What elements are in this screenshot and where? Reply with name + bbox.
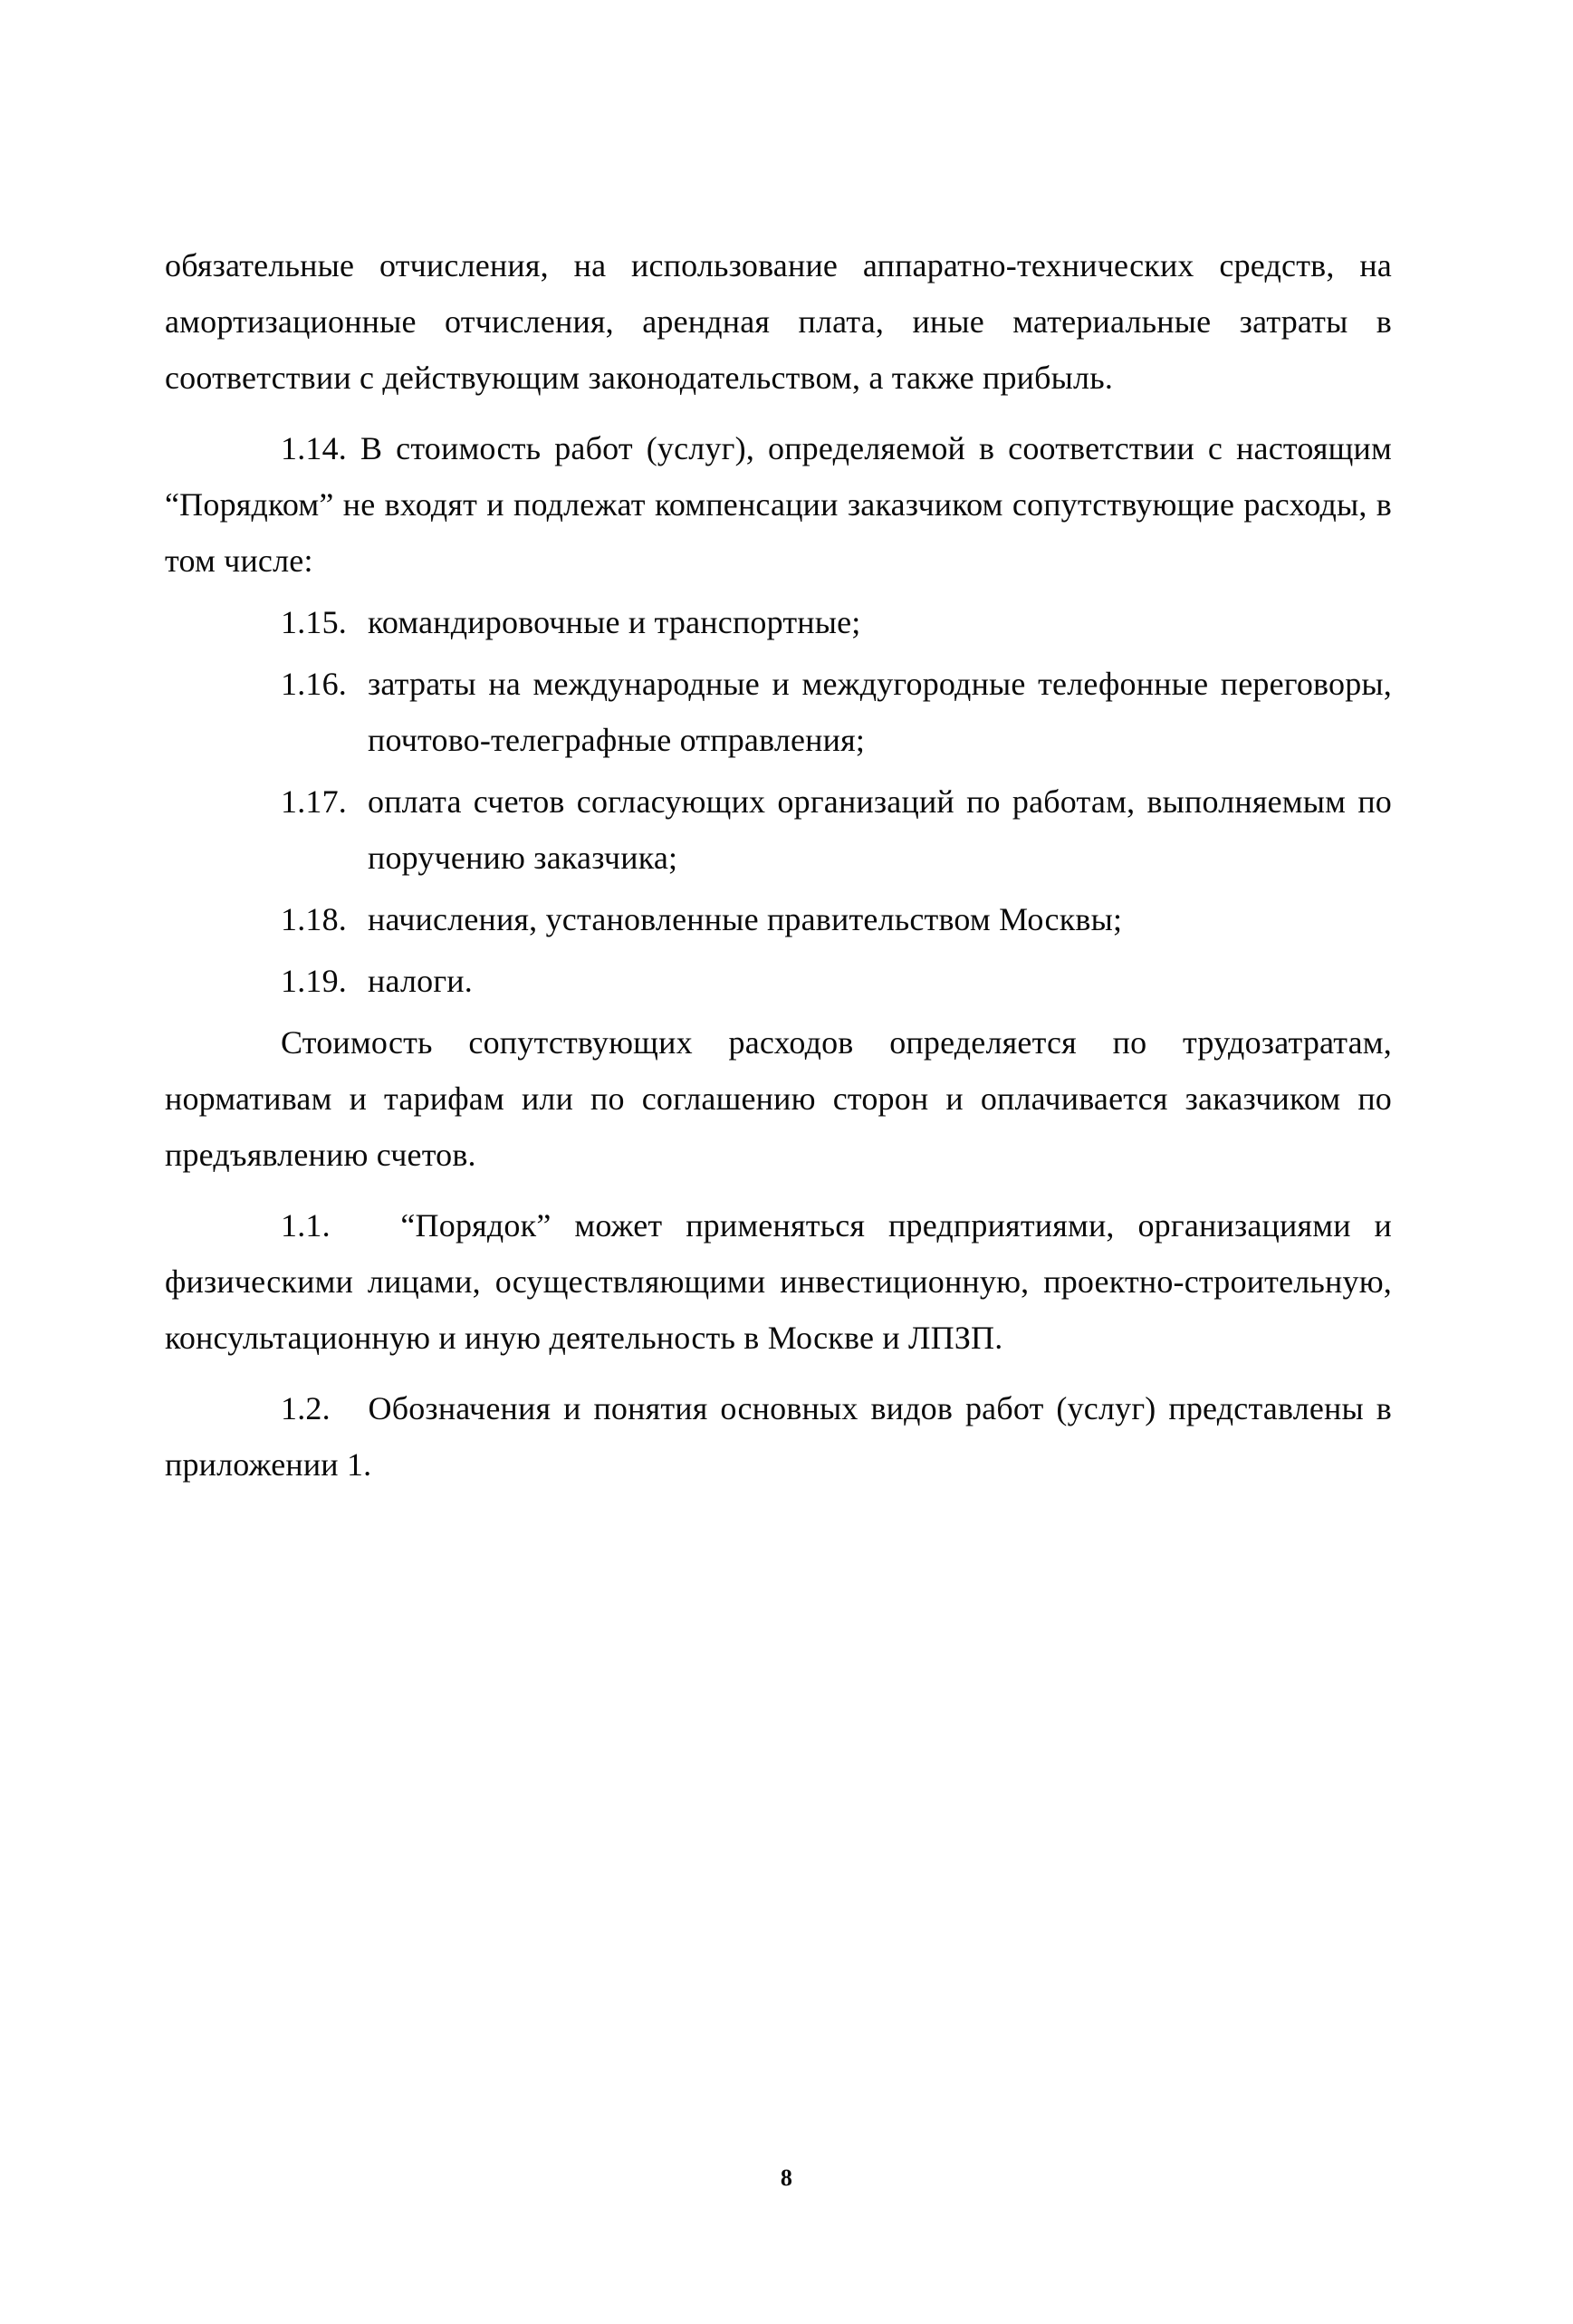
list-item-number: 1.19.	[281, 963, 347, 999]
list-item	[165, 594, 1392, 650]
intro-line: обязательные отчисления, на использование аппаратно-технических средств, на	[165, 247, 1392, 283]
paragraph-1-1-line: консультационную и иную деятельность в Москве и ЛПЗП.	[165, 1320, 1003, 1356]
list-item-number: 1.17.	[281, 783, 347, 820]
list-item-number: 1.16.	[281, 666, 347, 702]
page-body	[165, 237, 1392, 1493]
paragraph-text: В стоимость работ (услуг), определяемой в соответствии с настоящим	[360, 430, 1392, 466]
list-item	[165, 891, 1392, 947]
list-item-text: налоги.	[368, 963, 473, 999]
paragraph-number: 1.14.	[281, 430, 347, 466]
page-number: 8	[780, 2165, 793, 2191]
list-item-number: 1.15.	[281, 604, 347, 640]
paragraph-number: 1.1.	[281, 1207, 331, 1244]
list-item-continuation: почтово-телеграфные отправления;	[368, 722, 866, 758]
list-item-text: оплата счетов согласующих организаций по работам, выполняемым по	[368, 783, 1392, 820]
paragraph-1-2	[165, 1380, 1392, 1493]
paragraph-1-2-line	[165, 1380, 1392, 1436]
list-item-text: затраты на международные и междугородные телефонные переговоры,	[368, 666, 1392, 702]
list-item	[165, 953, 1392, 1009]
paragraph-text: “Порядок” может применяться предприятиями, организациями и	[400, 1207, 1393, 1244]
cost-paragraph-line: Стоимость сопутствующих расходов определяется по трудозатратам,	[281, 1024, 1392, 1061]
paragraph-1-1	[165, 1197, 1392, 1366]
intro-paragraph	[165, 237, 1392, 406]
cost-paragraph-line: предъявлению счетов.	[165, 1137, 476, 1173]
list-item	[165, 773, 1392, 830]
expense-list	[165, 594, 1392, 1009]
paragraph-text: Обозначения и понятия основных видов работ (услуг) представлены в	[368, 1390, 1392, 1426]
cost-paragraph	[165, 1014, 1392, 1183]
paragraph-1-14-line	[165, 420, 1392, 476]
list-item-text: командировочные и транспортные;	[368, 604, 861, 640]
list-item	[165, 656, 1392, 712]
paragraph-1-1-line: физическими лицами, осуществляющими инвестиционную, проектно-строительную,	[165, 1263, 1392, 1300]
list-item-number: 1.18.	[281, 901, 347, 937]
paragraph-1-1-line	[165, 1197, 1392, 1253]
paragraph-number: 1.2.	[281, 1390, 331, 1426]
intro-line: соответствии с действующим законодательством, а также прибыль.	[165, 360, 1114, 396]
paragraph-1-14-line: “Порядком” не входят и подлежат компенсации заказчиком сопутствующие расходы, в	[165, 486, 1392, 523]
list-item-text: начисления, установленные правительством Москвы;	[368, 901, 1123, 937]
list-item-continuation: поручению заказчика;	[368, 840, 678, 876]
intro-line: амортизационные отчисления, арендная плата, иные материальные затраты в	[165, 303, 1392, 340]
paragraph-1-14-line: том числе:	[165, 543, 313, 579]
paragraph-1-2-line: приложении 1.	[165, 1446, 372, 1483]
paragraph-1-14	[165, 420, 1392, 589]
cost-paragraph-line: нормативам и тарифам или по соглашению сторон и оплачивается заказчиком по	[165, 1080, 1392, 1117]
